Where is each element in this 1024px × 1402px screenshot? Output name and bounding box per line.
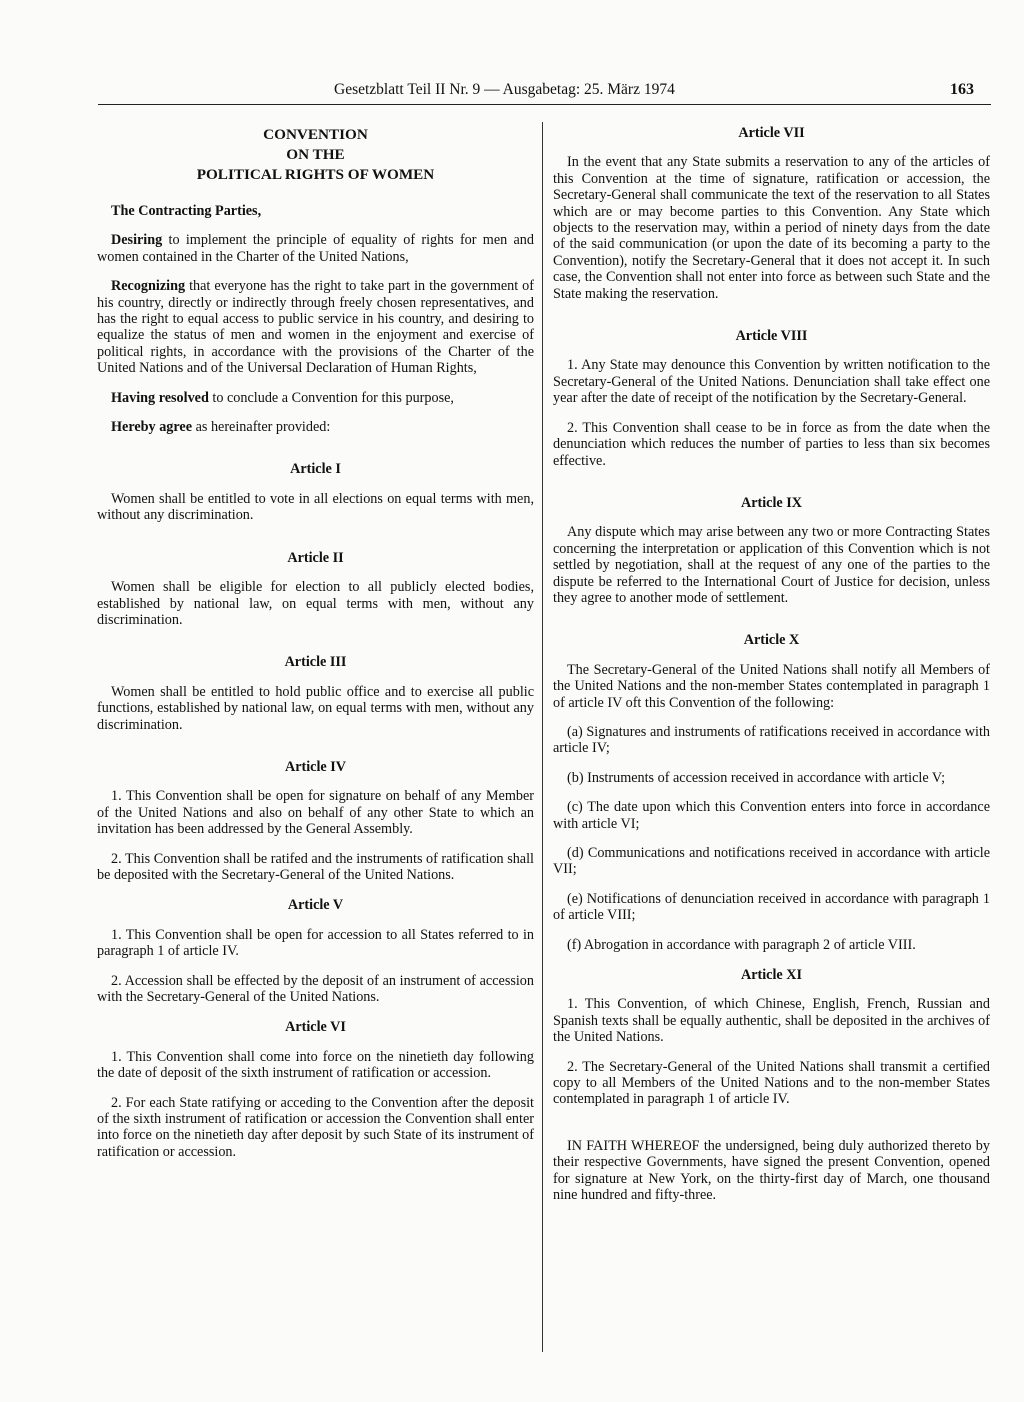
- article-heading: Article I: [290, 461, 341, 478]
- preamble-recognizing: [97, 278, 534, 376]
- article-paragraph: 2. This Convention shall cease to be in force as from the date when the denunciation which reduces the number of parties to less than six becomes effective.: [553, 419, 990, 469]
- left-column: [97, 125, 534, 1173]
- article-heading: Article II: [287, 549, 344, 566]
- article-heading: Article IV: [284, 758, 347, 775]
- in-faith-whereof: IN FAITH WHEREOF the undersigned, being duly authorized thereto by their respective Governments, have signed the present Convention, opened for signature at New York, on the thirty-first day of March, one thousand nine hundred and fifty-three.: [553, 1137, 990, 1204]
- convention-title-line: CONVENTION: [263, 126, 368, 143]
- preamble-agree: [97, 419, 534, 435]
- gazette-title: Gesetzblatt Teil II Nr. 9 — Ausgabetag: 25. März 1974: [334, 81, 675, 98]
- article-paragraph: 1. This Convention, of which Chinese, English, French, Russian and Spanish texts shall be equally authentic, shall be deposited in the archives of the United Nations.: [553, 996, 990, 1046]
- header-rule: [98, 104, 991, 105]
- article-heading: Article IX: [740, 494, 803, 511]
- article-heading: Article III: [284, 654, 347, 671]
- preamble-resolved: [97, 390, 534, 406]
- article-heading: Article VI: [285, 1019, 346, 1036]
- convention-title: [97, 125, 534, 185]
- preamble-lead: Desiring: [111, 232, 163, 249]
- preamble-lead: Having resolved: [111, 389, 209, 406]
- article-paragraph: Women shall be eligible for election to all publicly elected bodies, established by national law, on equal terms with men, without any discrimination.: [97, 579, 534, 628]
- article-paragraph: Women shall be entitled to vote in all elections on equal terms with men, without any discrimination.: [97, 490, 534, 524]
- article-heading: Article V: [287, 897, 344, 914]
- article-paragraph: Any dispute which may arise between any two or more Contracting States concerning the interpretation or application of this Convention which is not settled by negotiation, shall at the request of any one of the parties to the dispute be referred to the International Court of Justice for decision, unless they agree to another mode of settlement.: [553, 524, 990, 606]
- article-list-item: (f) Abrogation in accordance with paragraph 2 of article VIII.: [567, 936, 916, 953]
- preamble-text: to conclude a Convention for this purpose,: [208, 389, 454, 406]
- convention-title-line: ON THE: [286, 146, 345, 163]
- article-paragraph: 2. This Convention shall be ratifed and the instruments of ratification shall be deposited with the Secretary-General of the United Nations.: [97, 850, 534, 883]
- article-paragraph: 1. This Convention shall be open for accession to all States referred to in paragraph 1 of article IV.: [97, 926, 534, 960]
- article-paragraph: Women shall be entitled to hold public office and to exercise all public functions, established by national law, on equal terms with men, without any discrimination.: [97, 683, 534, 733]
- article-paragraph: 2. Accession shall be effected by the deposit of an instrument of accession with the Secretary-General of the United Nations.: [97, 972, 534, 1005]
- preamble-text: that everyone has the right to take part in the government of his country, directly or indirectly through freely chosen representatives, and has the right to equal access to public service in his country, and desiring to equalize the status of men and women in the enjoyment and exercise of political rights, in accordance with the provisions of the Charter of the United Nations and of the Universal Declaration of Human Rights,: [97, 278, 534, 377]
- article-list-item: (b) Instruments of accession received in accordance with article V;: [567, 769, 946, 786]
- article-paragraph: In the event that any State submits a reservation to any of the articles of this Convention at the time of signature, ratification or accession, the Secretary-General shall communicate the text of the reservation to all States which are or may become parties to this Convention. Any State which objects to the reservation may, within a period of ninety days from the date of the said communication (or upon the date of its becoming a party to the Convention), notify the Secretary-General that it does not accept it. In such case, the Convention shall not enter into force as between such State and the State making the reservation.: [553, 154, 990, 302]
- article-list-item: (a) Signatures and instruments of ratifications received in accordance with article IV;: [553, 723, 990, 757]
- article-list-item: (e) Notifications of denunciation received in accordance with paragraph 1 of article VIII;: [553, 890, 990, 924]
- article-paragraph: 1. This Convention shall be open for signature on behalf of any Member of the United Nations and also on behalf of any other State to which an invitation has been addressed by the General Assembly.: [97, 788, 534, 838]
- preamble-lead: Hereby agree: [111, 419, 193, 436]
- article-list-item: (c) The date upon which this Convention enters into force in accordance with article VI;: [553, 799, 990, 832]
- article-heading: Article XI: [740, 967, 803, 984]
- page-number: 163: [950, 81, 974, 98]
- preamble-text: as hereinafter provided:: [192, 419, 331, 436]
- article-paragraph: 2. For each State ratifying or acceding to the Convention after the deposit of the sixth instrument of ratification or accession the Convention shall enter into force on the ninetieth day after deposit by such State of its instrument of ratification or accession.: [97, 1094, 534, 1160]
- preamble-lead: Recognizing: [111, 278, 186, 295]
- article-paragraph: 1. This Convention shall come into force on the ninetieth day following the date of deposit of the sixth instrument of ratification or accession.: [97, 1048, 534, 1082]
- right-column: [553, 125, 990, 1217]
- article-paragraph: The Secretary-General of the United Nations shall notify all Members of the United Nations and the non-member States contemplated in paragraph 1 of article IV oft this Convention of the following:: [553, 661, 990, 711]
- convention-title-line: POLITICAL RIGHTS OF WOMEN: [196, 166, 435, 183]
- article-paragraph: 1. Any State may denounce this Convention by written notification to the Secretary-General of the United Nations. Denunciation shall take effect one year after the date of receipt of the notification by the Secretary-General.: [553, 357, 990, 407]
- preamble-parties: The Contracting Parties,: [111, 203, 262, 219]
- article-list-item: (d) Communications and notifications received in accordance with article VII;: [553, 845, 990, 878]
- preamble-text: to implement the principle of equality of rights for men and women contained in the Charter of the United Nations,: [97, 232, 534, 265]
- article-heading: Article X: [743, 632, 800, 649]
- article-heading: Article VII: [738, 125, 805, 141]
- article-heading: Article VIII: [735, 328, 808, 345]
- article-paragraph: 2. The Secretary-General of the United Nations shall transmit a certified copy to all Members of the United Nations and to the non-member States contemplated in paragraph 1 of article IV.: [553, 1058, 990, 1108]
- preamble-desiring: [97, 232, 534, 265]
- column-divider: [542, 122, 543, 1352]
